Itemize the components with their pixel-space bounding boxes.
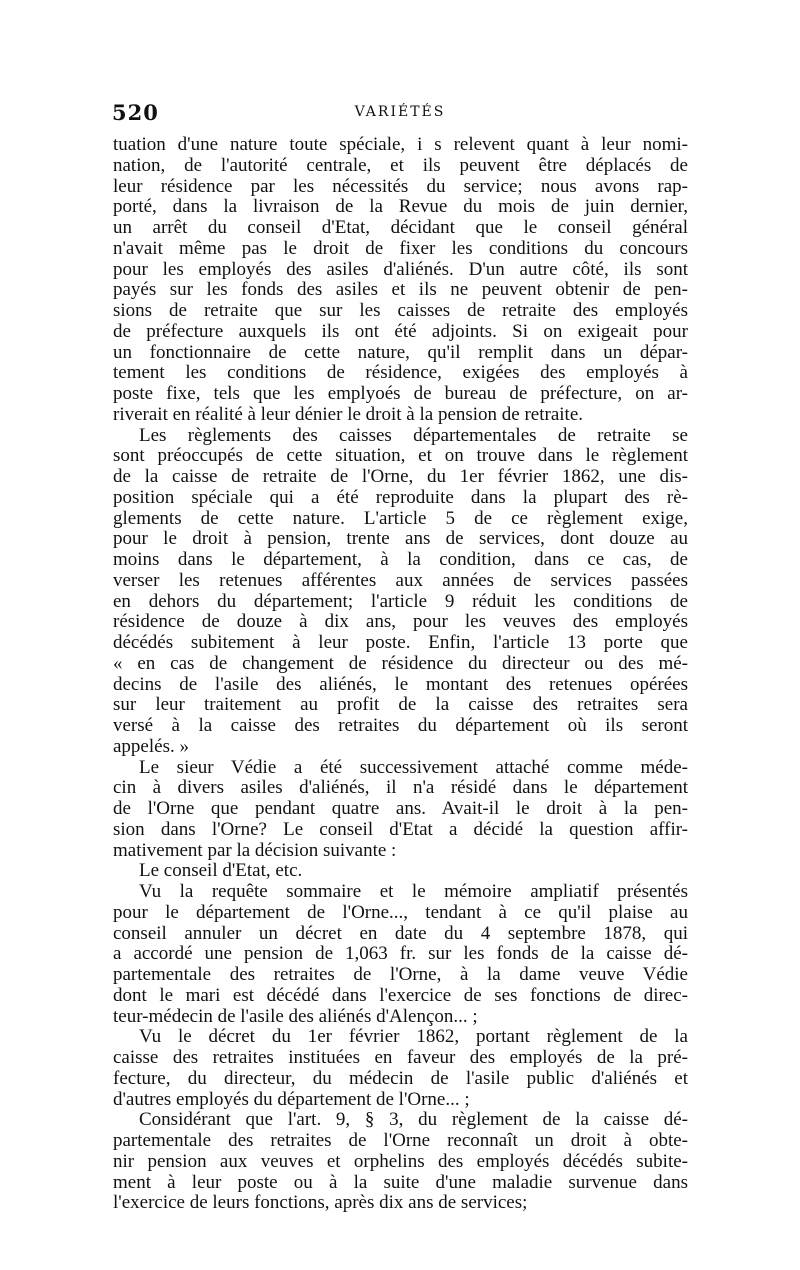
- text-line: l'exercice de leurs fonctions, après dix ans de services;: [113, 1193, 528, 1214]
- text-line: appelés. »: [113, 736, 189, 757]
- text-line: a accordé une pension de 1,063 fr. sur les fonds de la caisse dé-: [113, 944, 688, 965]
- text-line: un fonctionnaire de cette nature, qu'il remplit dans un dépar-: [113, 342, 688, 363]
- text-line: nir pension aux veuves et orphelins des employés décédés subite-: [113, 1151, 688, 1172]
- text-line: décédés subitement à leur poste. Enfin, l'article 13 porte que: [113, 633, 688, 653]
- text-line: pour le droit à pension, trente ans de services, dont douze au: [113, 529, 688, 550]
- paragraph: [113, 861, 688, 882]
- text-line: fecture, du directeur, du médecin de l'asile public d'aliénés et: [113, 1068, 688, 1089]
- text-line: mativement par la décision suivante :: [113, 840, 397, 861]
- text-line: payés sur les fonds des asiles et ils ne peuvent obtenir de pen-: [113, 280, 688, 301]
- text-line: decins de l'asile des aliénés, le montant des retenues opérées: [113, 674, 688, 695]
- text-line: verser les retenues afférentes aux années de services passées: [113, 570, 688, 591]
- text-line: versé à la caisse des retraites du département où ils seront: [113, 716, 688, 736]
- text-line: dont le mari est décédé dans l'exercice de ses fonctions de direc-: [113, 985, 688, 1006]
- text-line: pour le département de l'Orne..., tendant à ce qu'il plaise au: [113, 902, 688, 923]
- text-line: leur résidence par les nécessités du service; nous avons rap-: [113, 176, 688, 197]
- paragraph: [113, 1110, 688, 1214]
- text-line: cin à divers asiles d'aliénés, il n'a résidé dans le département: [113, 778, 688, 799]
- text-line: Les règlements des caisses départementales de retraite se: [139, 425, 688, 446]
- text-line: teur-médecin de l'asile des aliénés d'Alençon... ;: [113, 1006, 478, 1027]
- text-line: position spéciale qui a été reproduite dans la plupart des rè-: [113, 487, 688, 508]
- text-line: Le sieur Védie a été successivement attaché comme méde-: [139, 757, 688, 778]
- text-line: résidence de douze à dix ans, pour les veuves des employés: [113, 612, 688, 633]
- text-line: de la caisse de retraite de l'Orne, du 1er février 1862, une dis-: [113, 467, 688, 487]
- text-line: sion dans l'Orne? Le conseil d'Etat a décidé la question affir-: [113, 819, 688, 840]
- text-line: un arrêt du conseil d'Etat, décidant que le conseil général: [113, 218, 688, 238]
- body-text: [113, 135, 688, 1214]
- text-line: « en cas de changement de résidence du directeur ou des mé-: [113, 653, 688, 674]
- text-line: partementale des retraites de l'Orne, à la dame veuve Védie: [113, 965, 688, 985]
- running-head: [112, 100, 688, 130]
- text-line: Vu la requête sommaire et le mémoire ampliatif présentés: [139, 882, 688, 902]
- text-line: sur leur traitement au profit de la caisse des retraites sera: [113, 695, 688, 716]
- text-line: de préfecture auxquels ils ont été adjoints. Si on exigeait pour: [113, 321, 688, 342]
- text-line: Vu le décret du 1er février 1862, portant règlement de la: [139, 1027, 688, 1048]
- paragraph: [113, 1027, 688, 1110]
- text-line: caisse des retraites instituées en faveur des employés de la pré-: [113, 1048, 688, 1068]
- text-line: ment à leur poste ou à la suite d'une maladie survenue dans: [113, 1172, 688, 1193]
- text-line: porté, dans la livraison de la Revue du mois de juin dernier,: [113, 197, 688, 218]
- text-line: pour les employés des asiles d'aliénés. D'un autre côté, ils sont: [113, 259, 688, 280]
- section-title: VARIÉTÉS: [354, 104, 446, 120]
- text-line: glements de cette nature. L'article 5 de ce règlement exige,: [113, 508, 688, 529]
- text-line: moins dans le département, à la condition, dans ce cas, de: [113, 550, 688, 570]
- text-line: d'autres employés du département de l'Orne... ;: [113, 1089, 470, 1110]
- text-line: conseil annuler un décret en date du 4 septembre 1878, qui: [113, 923, 688, 944]
- paragraph: [113, 882, 688, 1027]
- text-line: poste fixe, tels que les emplyoés de bureau de préfecture, on ar-: [113, 384, 688, 404]
- text-line: sont préoccupés de cette situation, et on trouve dans le règlement: [113, 446, 688, 467]
- text-line: tement les conditions de résidence, exigées des employés à: [113, 363, 688, 384]
- text-line: Le conseil d'Etat, etc.: [139, 861, 303, 882]
- text-line: sions de retraite que sur les caisses de retraite des employés: [113, 301, 688, 321]
- text-line: de l'Orne que pendant quatre ans. Avait-il le droit à la pen-: [113, 799, 688, 819]
- text-line: n'avait même pas le droit de fixer les conditions du concours: [113, 238, 688, 259]
- paragraph: [113, 135, 688, 426]
- text-line: en dehors du département; l'article 9 réduit les conditions de: [113, 591, 688, 612]
- text-line: Considérant que l'art. 9, § 3, du règlement de la caisse dé-: [139, 1110, 688, 1131]
- page-number: 520: [112, 100, 159, 125]
- text-line: partementale des retraites de l'Orne reconnaît un droit à obte-: [113, 1131, 688, 1151]
- text-line: riverait en réalité à leur dénier le droit à la pension de retraite.: [113, 404, 584, 425]
- paragraph: [113, 426, 688, 758]
- text-line: nation, de l'autorité centrale, et ils peuvent être déplacés de: [113, 155, 688, 176]
- text-line: tuation d'une nature toute spéciale, i s relevent quant à leur nomi-: [113, 135, 688, 155]
- paragraph: [113, 758, 688, 862]
